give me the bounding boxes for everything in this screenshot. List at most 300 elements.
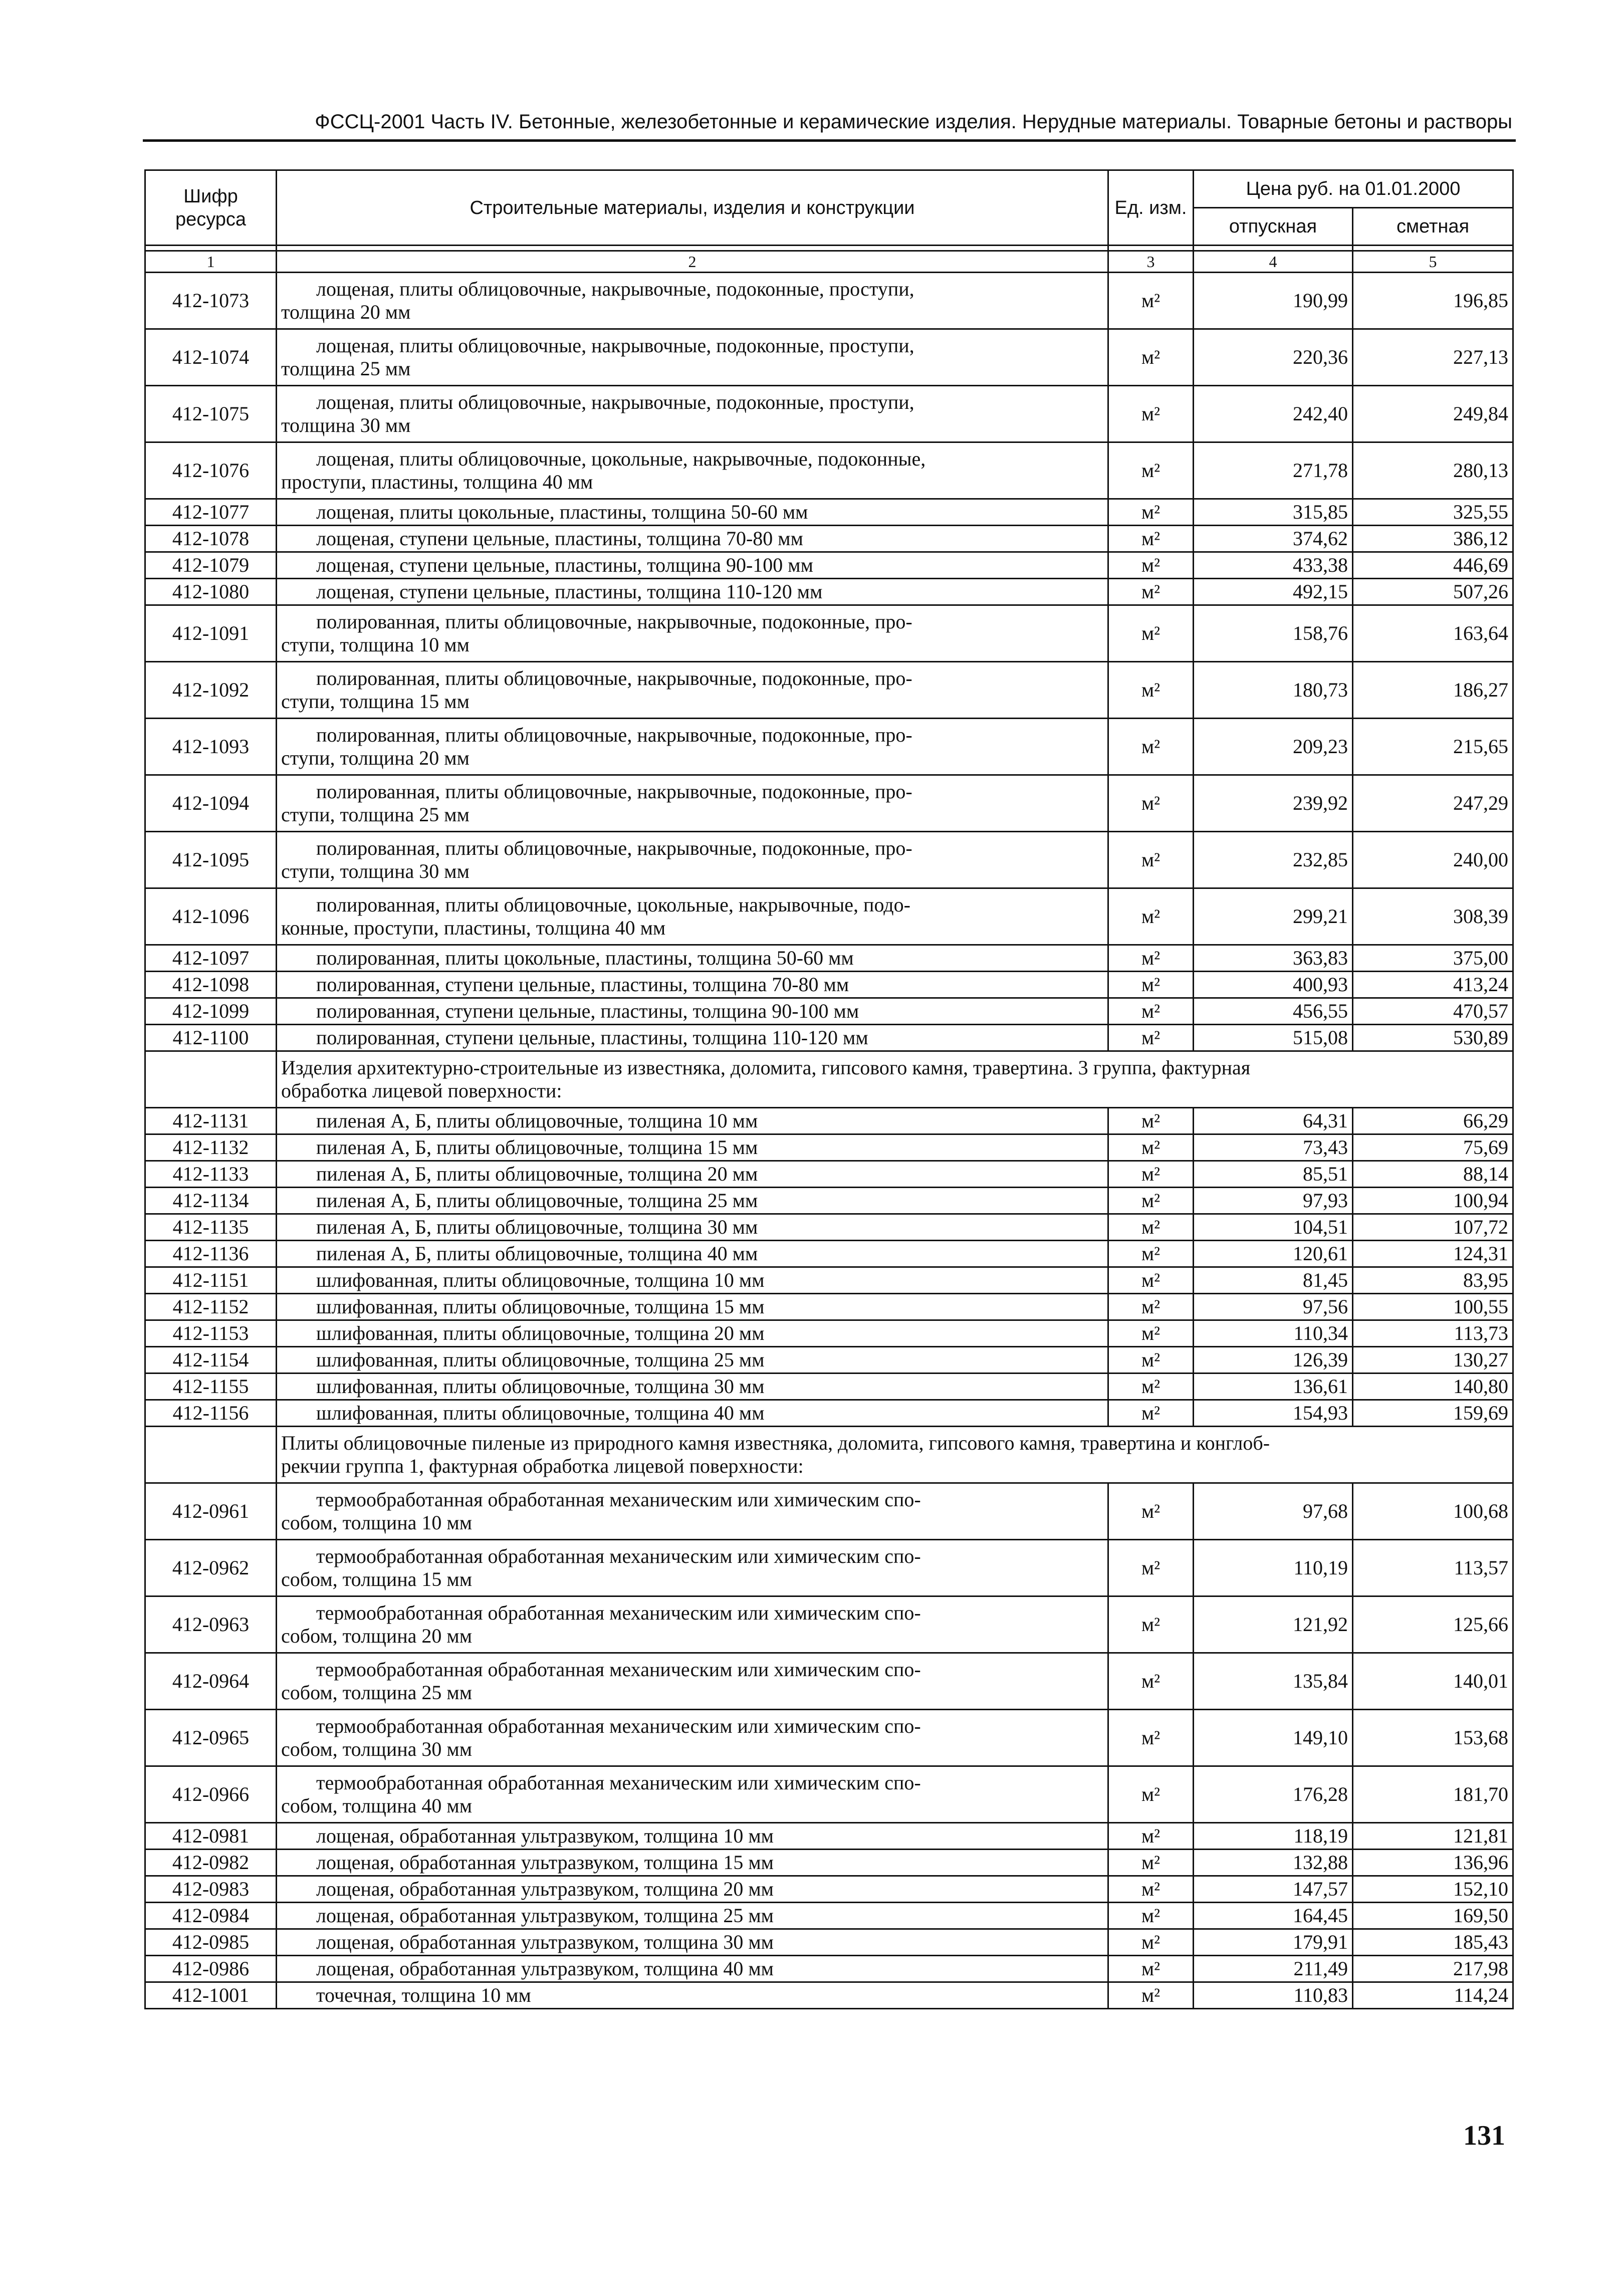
description-line: шлифованная, плиты облицовочные, толщина 15 мм: [316, 1295, 765, 1318]
section-heading: [277, 1427, 1513, 1483]
unit-of-measure: м²: [1108, 1956, 1194, 1982]
description-line: термообработанная обработанная механическим или химическим спо-: [316, 1601, 921, 1624]
material-description: [277, 1956, 1108, 1982]
column-number: 4: [1194, 251, 1353, 273]
resource-code: 412-1097: [145, 945, 277, 972]
resource-code: 412-1096: [145, 888, 277, 945]
resource-code: 412-0982: [145, 1850, 277, 1876]
resource-code: 412-1098: [145, 972, 277, 998]
page-number: 131: [1463, 2120, 1505, 2151]
table-row: [145, 1823, 1513, 1850]
release-price: 363,83: [1194, 945, 1353, 972]
unit-of-measure: м²: [1108, 442, 1194, 499]
material-description: [277, 1294, 1108, 1320]
table-row: [145, 1188, 1513, 1214]
estimate-price: 88,14: [1353, 1161, 1513, 1188]
estimate-price: 100,94: [1353, 1188, 1513, 1214]
description-line: пиленая А, Б, плиты облицовочные, толщина 30 мм: [316, 1216, 758, 1238]
section-code-cell: [145, 1427, 277, 1483]
material-description: [277, 1188, 1108, 1214]
unit-of-measure: м²: [1108, 945, 1194, 972]
description-line: лощеная, обработанная ультразвуком, толщина 10 мм: [316, 1824, 774, 1847]
unit-of-measure: м²: [1108, 998, 1194, 1025]
table-row: [145, 1025, 1513, 1051]
resource-code: 412-1135: [145, 1214, 277, 1241]
table-row: [145, 662, 1513, 719]
material-description: [277, 1134, 1108, 1161]
resource-code: 412-0984: [145, 1903, 277, 1929]
unit-of-measure: м²: [1108, 1596, 1194, 1653]
section-heading: [277, 1051, 1513, 1108]
material-description: [277, 1161, 1108, 1188]
table-row: [145, 1903, 1513, 1929]
release-price: 190,99: [1194, 273, 1353, 329]
description-line: полированная, плиты облицовочные, накрывочные, подоконные, про-: [316, 724, 912, 746]
release-price: 97,68: [1194, 1483, 1353, 1540]
table-row: [145, 329, 1513, 386]
release-price: 209,23: [1194, 719, 1353, 775]
header-price-group: Цена руб. на 01.01.2000: [1194, 170, 1513, 208]
section-row: [145, 1427, 1513, 1483]
estimate-price: 140,01: [1353, 1653, 1513, 1710]
material-description: [277, 386, 1108, 442]
description-line: лощеная, ступени цельные, пластины, толщина 70-80 мм: [316, 527, 803, 550]
material-description: [277, 945, 1108, 972]
release-price: 176,28: [1194, 1766, 1353, 1823]
table-row: [145, 1320, 1513, 1347]
description-line: толщина 20 мм: [281, 301, 411, 323]
description-line: термообработанная обработанная механическим или химическим спо-: [316, 1545, 921, 1567]
description-line: точечная, толщина 10 мм: [316, 1984, 531, 2006]
resource-code: 412-1154: [145, 1347, 277, 1373]
table-row: [145, 1347, 1513, 1373]
estimate-price: 325,55: [1353, 499, 1513, 526]
unit-of-measure: м²: [1108, 1653, 1194, 1710]
unit-of-measure: м²: [1108, 972, 1194, 998]
release-price: 211,49: [1194, 1956, 1353, 1982]
estimate-price: 159,69: [1353, 1400, 1513, 1427]
description-line: собом, толщина 20 мм: [281, 1625, 473, 1647]
header-name: Строительные материалы, изделия и конструкции: [277, 170, 1108, 246]
column-number: 2: [277, 251, 1108, 273]
unit-of-measure: м²: [1108, 579, 1194, 605]
release-price: 85,51: [1194, 1161, 1353, 1188]
table-row: [145, 775, 1513, 832]
estimate-price: 113,57: [1353, 1540, 1513, 1596]
description-line: шлифованная, плиты облицовочные, толщина 40 мм: [316, 1402, 765, 1424]
release-price: 110,83: [1194, 1982, 1353, 2009]
resource-code: 412-1132: [145, 1134, 277, 1161]
section-heading-line: рекчии группа 1, фактурная обработка лицевой поверхности:: [281, 1455, 804, 1477]
description-line: собом, толщина 40 мм: [281, 1794, 473, 1817]
resource-code: 412-1093: [145, 719, 277, 775]
release-price: 136,61: [1194, 1373, 1353, 1400]
material-description: [277, 1982, 1108, 2009]
description-line: лощеная, плиты облицовочные, накрывочные, подоконные, проступи,: [316, 391, 914, 413]
estimate-price: 185,43: [1353, 1929, 1513, 1956]
material-description: [277, 1596, 1108, 1653]
resource-code: 412-1133: [145, 1161, 277, 1188]
resource-code: 412-0965: [145, 1710, 277, 1766]
release-price: 271,78: [1194, 442, 1353, 499]
unit-of-measure: м²: [1108, 1320, 1194, 1347]
description-line: лощеная, обработанная ультразвуком, толщина 25 мм: [316, 1904, 774, 1927]
estimate-price: 217,98: [1353, 1956, 1513, 1982]
release-price: 433,38: [1194, 552, 1353, 579]
table-row: [145, 552, 1513, 579]
material-description: [277, 329, 1108, 386]
description-line: шлифованная, плиты облицовочные, толщина 20 мм: [316, 1322, 765, 1344]
price-table: [144, 169, 1514, 2009]
description-line: проступи, пластины, толщина 40 мм: [281, 471, 593, 493]
table-row: [145, 605, 1513, 662]
estimate-price: 280,13: [1353, 442, 1513, 499]
header-release-price: отпускная: [1194, 208, 1353, 246]
release-price: 232,85: [1194, 832, 1353, 888]
resource-code: 412-1074: [145, 329, 277, 386]
unit-of-measure: м²: [1108, 1294, 1194, 1320]
table-row: [145, 1294, 1513, 1320]
section-heading-line: обработка лицевой поверхности:: [281, 1079, 562, 1102]
estimate-price: 446,69: [1353, 552, 1513, 579]
unit-of-measure: м²: [1108, 1929, 1194, 1956]
material-description: [277, 526, 1108, 552]
estimate-price: 130,27: [1353, 1347, 1513, 1373]
description-line: ступи, толщина 30 мм: [281, 860, 470, 882]
material-description: [277, 1025, 1108, 1051]
resource-code: 412-1001: [145, 1982, 277, 2009]
description-line: полированная, плиты облицовочные, накрывочные, подоконные, про-: [316, 610, 912, 633]
estimate-price: 247,29: [1353, 775, 1513, 832]
estimate-price: 181,70: [1353, 1766, 1513, 1823]
resource-code: 412-0983: [145, 1876, 277, 1903]
release-price: 81,45: [1194, 1267, 1353, 1294]
section-heading-line: Изделия архитектурно-строительные из известняка, доломита, гипсового камня, травертина. 3 группа, фактурная: [281, 1056, 1251, 1079]
description-line: термообработанная обработанная механическим или химическим спо-: [316, 1488, 921, 1511]
release-price: 149,10: [1194, 1710, 1353, 1766]
description-line: толщина 25 мм: [281, 357, 411, 380]
material-description: [277, 1108, 1108, 1134]
estimate-price: 100,55: [1353, 1294, 1513, 1320]
description-line: пиленая А, Б, плиты облицовочные, толщина 40 мм: [316, 1242, 758, 1265]
release-price: 180,73: [1194, 662, 1353, 719]
material-description: [277, 499, 1108, 526]
section-heading-line: Плиты облицовочные пиленые из природного камня известняка, доломита, гипсового камня, травертина и конглоб-: [281, 1432, 1270, 1454]
unit-of-measure: м²: [1108, 1710, 1194, 1766]
table-row: [145, 1267, 1513, 1294]
resource-code: 412-1100: [145, 1025, 277, 1051]
description-line: лощеная, плиты облицовочные, накрывочные, подоконные, проступи,: [316, 278, 914, 300]
header-unit: Ед. изм.: [1108, 170, 1194, 246]
resource-code: 412-1080: [145, 579, 277, 605]
estimate-price: 107,72: [1353, 1214, 1513, 1241]
material-description: [277, 1540, 1108, 1596]
description-line: пиленая А, Б, плиты облицовочные, толщина 25 мм: [316, 1189, 758, 1212]
resource-code: 412-1095: [145, 832, 277, 888]
material-description: [277, 1823, 1108, 1850]
release-price: 126,39: [1194, 1347, 1353, 1373]
table-row: [145, 719, 1513, 775]
unit-of-measure: м²: [1108, 719, 1194, 775]
resource-code: 412-1092: [145, 662, 277, 719]
column-number: 1: [145, 251, 277, 273]
unit-of-measure: м²: [1108, 1134, 1194, 1161]
material-description: [277, 1876, 1108, 1903]
estimate-price: 124,31: [1353, 1241, 1513, 1267]
description-line: полированная, плиты облицовочные, цокольные, накрывочные, подо-: [316, 893, 910, 916]
material-description: [277, 1903, 1108, 1929]
material-description: [277, 888, 1108, 945]
release-price: 110,34: [1194, 1320, 1353, 1347]
release-price: 299,21: [1194, 888, 1353, 945]
table-row: [145, 579, 1513, 605]
description-line: лощеная, плиты облицовочные, накрывочные, подоконные, проступи,: [316, 334, 914, 357]
estimate-price: 121,81: [1353, 1823, 1513, 1850]
material-description: [277, 832, 1108, 888]
estimate-price: 249,84: [1353, 386, 1513, 442]
resource-code: 412-0985: [145, 1929, 277, 1956]
material-description: [277, 1267, 1108, 1294]
description-line: термообработанная обработанная механическим или химическим спо-: [316, 1771, 921, 1794]
resource-code: 412-1151: [145, 1267, 277, 1294]
material-description: [277, 1850, 1108, 1876]
estimate-price: 100,68: [1353, 1483, 1513, 1540]
estimate-price: 227,13: [1353, 329, 1513, 386]
material-description: [277, 1400, 1108, 1427]
release-price: 164,45: [1194, 1903, 1353, 1929]
table-row: [145, 972, 1513, 998]
description-line: пиленая А, Б, плиты облицовочные, толщина 20 мм: [316, 1163, 758, 1185]
unit-of-measure: м²: [1108, 273, 1194, 329]
estimate-price: 83,95: [1353, 1267, 1513, 1294]
material-description: [277, 605, 1108, 662]
table-row: [145, 1596, 1513, 1653]
estimate-price: 153,68: [1353, 1710, 1513, 1766]
header-rule: [143, 139, 1516, 142]
resource-code: 412-1136: [145, 1241, 277, 1267]
estimate-price: 386,12: [1353, 526, 1513, 552]
description-line: ступи, толщина 25 мм: [281, 803, 470, 826]
unit-of-measure: м²: [1108, 1108, 1194, 1134]
description-line: шлифованная, плиты облицовочные, толщина 25 мм: [316, 1348, 765, 1371]
material-description: [277, 998, 1108, 1025]
description-line: ступи, толщина 15 мм: [281, 690, 470, 713]
unit-of-measure: м²: [1108, 662, 1194, 719]
unit-of-measure: м²: [1108, 1876, 1194, 1903]
unit-of-measure: м²: [1108, 1214, 1194, 1241]
table-row: [145, 1373, 1513, 1400]
table-row: [145, 888, 1513, 945]
description-line: лощеная, ступени цельные, пластины, толщина 90-100 мм: [316, 554, 813, 576]
unit-of-measure: м²: [1108, 1850, 1194, 1876]
resource-code: 412-1153: [145, 1320, 277, 1347]
release-price: 120,61: [1194, 1241, 1353, 1267]
unit-of-measure: м²: [1108, 1188, 1194, 1214]
unit-of-measure: м²: [1108, 1823, 1194, 1850]
resource-code: 412-1079: [145, 552, 277, 579]
unit-of-measure: м²: [1108, 1400, 1194, 1427]
table-row: [145, 998, 1513, 1025]
table-row: [145, 526, 1513, 552]
unit-of-measure: м²: [1108, 605, 1194, 662]
description-line: конные, проступи, пластины, толщина 40 мм: [281, 916, 666, 939]
table-row: [145, 1653, 1513, 1710]
resource-code: 412-1155: [145, 1373, 277, 1400]
table-row: [145, 1108, 1513, 1134]
resource-code: 412-1078: [145, 526, 277, 552]
estimate-price: 308,39: [1353, 888, 1513, 945]
unit-of-measure: м²: [1108, 1373, 1194, 1400]
release-price: 315,85: [1194, 499, 1353, 526]
resource-code: 412-0963: [145, 1596, 277, 1653]
table-row: [145, 1982, 1513, 2009]
description-line: шлифованная, плиты облицовочные, толщина 30 мм: [316, 1375, 765, 1398]
resource-code: 412-1131: [145, 1108, 277, 1134]
unit-of-measure: м²: [1108, 499, 1194, 526]
release-price: 456,55: [1194, 998, 1353, 1025]
resource-code: 412-1091: [145, 605, 277, 662]
table-row: [145, 1161, 1513, 1188]
unit-of-measure: м²: [1108, 386, 1194, 442]
unit-of-measure: м²: [1108, 1540, 1194, 1596]
resource-code: 412-1077: [145, 499, 277, 526]
table-row: [145, 273, 1513, 329]
estimate-price: 140,80: [1353, 1373, 1513, 1400]
description-line: полированная, плиты цокольные, пластины, толщина 50-60 мм: [316, 947, 854, 969]
table-row: [145, 1850, 1513, 1876]
description-line: полированная, ступени цельные, пластины, толщина 90-100 мм: [316, 1000, 859, 1022]
material-description: [277, 1214, 1108, 1241]
material-description: [277, 1483, 1108, 1540]
resource-code: 412-1134: [145, 1188, 277, 1214]
estimate-price: 413,24: [1353, 972, 1513, 998]
unit-of-measure: м²: [1108, 1982, 1194, 2009]
material-description: [277, 1373, 1108, 1400]
description-line: толщина 30 мм: [281, 414, 411, 436]
release-price: 179,91: [1194, 1929, 1353, 1956]
unit-of-measure: м²: [1108, 1025, 1194, 1051]
table-row: [145, 945, 1513, 972]
estimate-price: 470,57: [1353, 998, 1513, 1025]
release-price: 154,93: [1194, 1400, 1353, 1427]
material-description: [277, 442, 1108, 499]
description-line: пиленая А, Б, плиты облицовочные, толщина 10 мм: [316, 1109, 758, 1132]
description-line: лощеная, обработанная ультразвуком, толщина 20 мм: [316, 1878, 774, 1900]
estimate-price: 136,96: [1353, 1850, 1513, 1876]
release-price: 97,56: [1194, 1294, 1353, 1320]
table-row: [145, 1483, 1513, 1540]
unit-of-measure: м²: [1108, 1241, 1194, 1267]
release-price: 118,19: [1194, 1823, 1353, 1850]
estimate-price: 75,69: [1353, 1134, 1513, 1161]
material-description: [277, 719, 1108, 775]
estimate-price: 113,73: [1353, 1320, 1513, 1347]
release-price: 374,62: [1194, 526, 1353, 552]
header-estimate-price: сметная: [1353, 208, 1513, 246]
material-description: [277, 579, 1108, 605]
table-row: [145, 1710, 1513, 1766]
section-code-cell: [145, 1051, 277, 1108]
description-line: ступи, толщина 20 мм: [281, 747, 470, 769]
unit-of-measure: м²: [1108, 329, 1194, 386]
release-price: 220,36: [1194, 329, 1353, 386]
table-row: [145, 1241, 1513, 1267]
resource-code: 412-1099: [145, 998, 277, 1025]
material-description: [277, 1320, 1108, 1347]
table-row: [145, 386, 1513, 442]
table-row: [145, 1134, 1513, 1161]
release-price: 110,19: [1194, 1540, 1353, 1596]
material-description: [277, 273, 1108, 329]
unit-of-measure: м²: [1108, 1483, 1194, 1540]
description-line: лощеная, плиты облицовочные, цокольные, накрывочные, подоконные,: [316, 447, 926, 470]
section-row: [145, 1051, 1513, 1108]
resource-code: 412-0962: [145, 1540, 277, 1596]
unit-of-measure: м²: [1108, 1161, 1194, 1188]
table-row: [145, 1400, 1513, 1427]
description-line: полированная, ступени цельные, пластины, толщина 110-120 мм: [316, 1026, 868, 1049]
release-price: 400,93: [1194, 972, 1353, 998]
release-price: 135,84: [1194, 1653, 1353, 1710]
column-number: 3: [1108, 251, 1194, 273]
table-row: [145, 1956, 1513, 1982]
table-row: [145, 1766, 1513, 1823]
resource-code: 412-0986: [145, 1956, 277, 1982]
description-line: ступи, толщина 10 мм: [281, 633, 470, 656]
estimate-price: 215,65: [1353, 719, 1513, 775]
material-description: [277, 775, 1108, 832]
description-line: полированная, ступени цельные, пластины, толщина 70-80 мм: [316, 973, 849, 996]
release-price: 121,92: [1194, 1596, 1353, 1653]
description-line: полированная, плиты облицовочные, накрывочные, подоконные, про-: [316, 667, 912, 690]
estimate-price: 240,00: [1353, 832, 1513, 888]
resource-code: 412-1094: [145, 775, 277, 832]
resource-code: 412-0966: [145, 1766, 277, 1823]
estimate-price: 163,64: [1353, 605, 1513, 662]
release-price: 73,43: [1194, 1134, 1353, 1161]
unit-of-measure: м²: [1108, 775, 1194, 832]
description-line: полированная, плиты облицовочные, накрывочные, подоконные, про-: [316, 780, 912, 803]
estimate-price: 169,50: [1353, 1903, 1513, 1929]
description-line: собом, толщина 10 мм: [281, 1511, 473, 1534]
material-description: [277, 972, 1108, 998]
resource-code: 412-0961: [145, 1483, 277, 1540]
release-price: 242,40: [1194, 386, 1353, 442]
unit-of-measure: м²: [1108, 552, 1194, 579]
resource-code: 412-1073: [145, 273, 277, 329]
estimate-price: 530,89: [1353, 1025, 1513, 1051]
estimate-price: 152,10: [1353, 1876, 1513, 1903]
resource-code: 412-0981: [145, 1823, 277, 1850]
table-row: [145, 1876, 1513, 1903]
unit-of-measure: м²: [1108, 1347, 1194, 1373]
estimate-price: 186,27: [1353, 662, 1513, 719]
estimate-price: 375,00: [1353, 945, 1513, 972]
material-description: [277, 662, 1108, 719]
description-line: собом, толщина 30 мм: [281, 1738, 473, 1760]
resource-code: 412-1152: [145, 1294, 277, 1320]
release-price: 64,31: [1194, 1108, 1353, 1134]
description-line: полированная, плиты облицовочные, накрывочные, подоконные, про-: [316, 837, 912, 859]
description-line: лощеная, обработанная ультразвуком, толщина 30 мм: [316, 1931, 774, 1953]
estimate-price: 66,29: [1353, 1108, 1513, 1134]
release-price: 147,57: [1194, 1876, 1353, 1903]
material-description: [277, 1766, 1108, 1823]
material-description: [277, 1653, 1108, 1710]
description-line: лощеная, ступени цельные, пластины, толщина 110-120 мм: [316, 580, 823, 603]
description-line: лощеная, обработанная ультразвуком, толщина 40 мм: [316, 1957, 774, 1980]
unit-of-measure: м²: [1108, 526, 1194, 552]
